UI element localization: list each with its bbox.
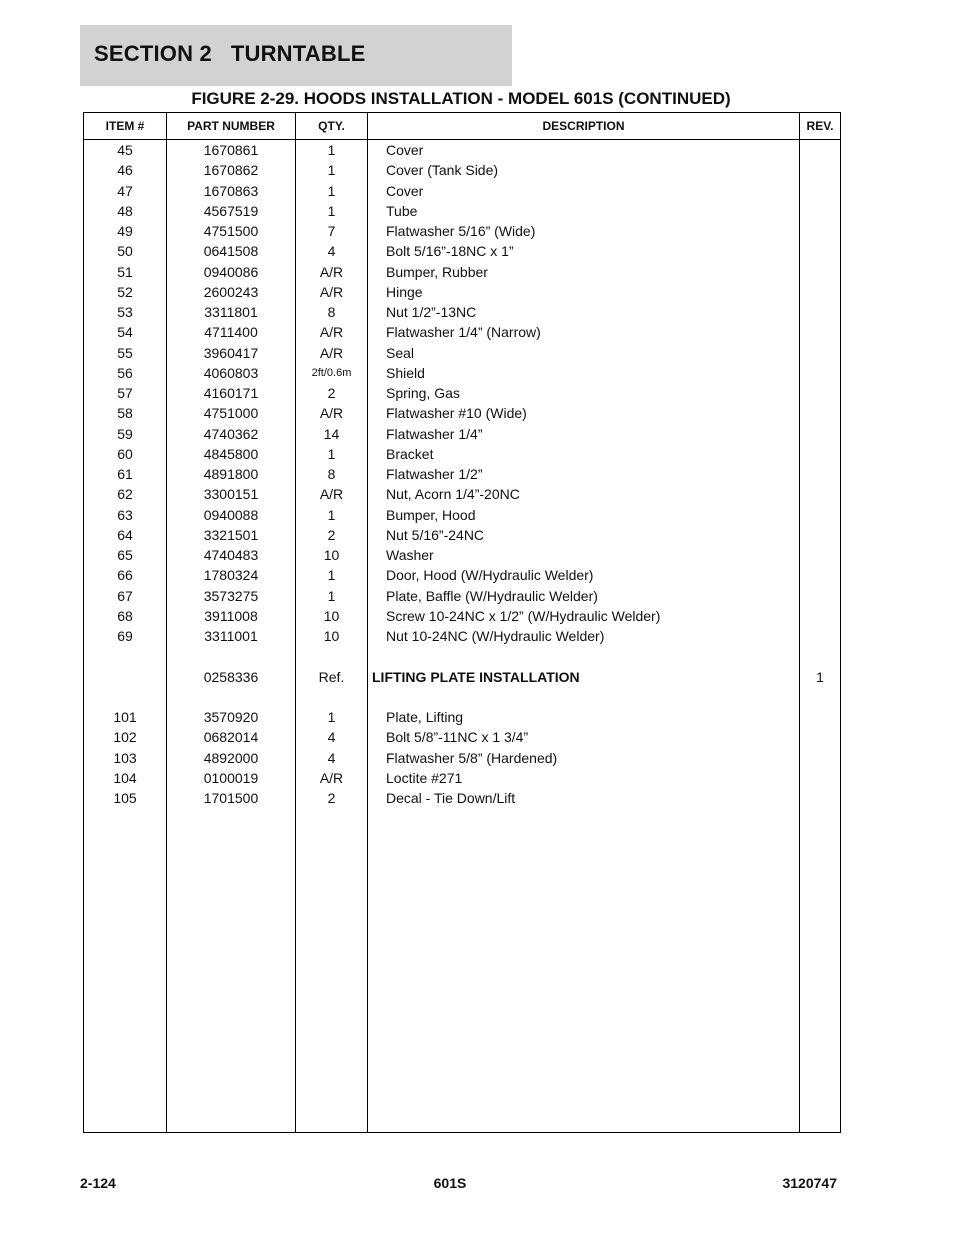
table-row (84, 383, 840, 403)
model-name: 601S (433, 1175, 467, 1191)
table-row (84, 444, 840, 464)
item-number: 48 (117, 202, 133, 219)
header-description: DESCRIPTION (542, 119, 625, 133)
description: Nut 1/2”-13NC (386, 304, 477, 320)
item-number: 103 (113, 749, 137, 766)
item-number: 65 (117, 547, 133, 563)
item-number: 62 (117, 486, 133, 503)
table-row (84, 727, 840, 747)
description: Nut 10-24NC (W/Hydraulic Welder) (386, 628, 605, 644)
part-number: 1670862 (203, 162, 259, 179)
description: Flatwasher 5/8” (Hardened) (386, 749, 558, 766)
section-title: SECTION 2 TURNTABLE (94, 41, 366, 66)
quantity: 2 (327, 526, 336, 543)
item-number: 104 (113, 769, 137, 786)
table-row (84, 646, 840, 666)
quantity: 1 (327, 567, 336, 584)
table-row (84, 302, 840, 322)
description: Bolt 5/16”-18NC x 1” (386, 243, 514, 260)
table-row (84, 403, 840, 423)
table-row (84, 262, 840, 282)
part-number: 3960417 (203, 344, 259, 361)
description: Flatwasher 5/16” (Wide) (386, 223, 536, 239)
page-number: 2-124 (80, 1175, 116, 1191)
item-number: 58 (117, 405, 133, 422)
part-number: 0682014 (203, 729, 259, 746)
header-item: ITEM # (105, 119, 145, 133)
item-number: 53 (117, 304, 133, 320)
part-number: 1701500 (203, 790, 259, 806)
description: Cover (386, 142, 424, 158)
part-number: 3570920 (203, 709, 259, 725)
part-number: 0641508 (203, 243, 259, 260)
quantity: 1 (327, 506, 336, 523)
item-number: 68 (117, 607, 133, 624)
quantity: A/R (319, 486, 344, 503)
part-number: 4060803 (203, 364, 259, 381)
parts-table (83, 112, 841, 1133)
description: Hinge (386, 283, 423, 300)
quantity: 2ft/0.6m (311, 366, 352, 379)
description: Flatwasher 1/4” (386, 425, 483, 442)
table-row (84, 424, 840, 444)
table-row (84, 221, 840, 241)
part-number: 4567519 (203, 202, 259, 219)
quantity: 8 (327, 304, 336, 320)
table-row (84, 565, 840, 585)
part-number: 2600243 (203, 283, 259, 300)
table-row (84, 748, 840, 768)
figure-title: FIGURE 2-29. HOODS INSTALLATION - MODEL 601S (CONTINUED) (191, 89, 731, 108)
quantity: 2 (327, 385, 336, 401)
part-number: 3911008 (204, 607, 258, 624)
quantity: 4 (327, 749, 336, 766)
quantity: A/R (319, 283, 344, 300)
part-number: 3321501 (203, 526, 259, 543)
table-row (84, 545, 840, 565)
description: Bracket (386, 445, 434, 462)
item-number: 102 (113, 729, 137, 746)
table-row (84, 525, 840, 545)
quantity: A/R (319, 344, 344, 361)
table-row (84, 626, 840, 646)
table-row (84, 586, 840, 606)
header-rev: REV. (806, 119, 834, 133)
section-banner (80, 25, 512, 86)
description: Bolt 5/8”-11NC x 1 3/4” (386, 729, 529, 746)
table-section-heading-row (84, 667, 840, 687)
quantity: A/R (319, 769, 344, 786)
quantity: 2 (327, 790, 336, 806)
quantity: 1 (327, 202, 336, 219)
item-number: 51 (117, 263, 133, 280)
description: Plate, Baffle (W/Hydraulic Welder) (386, 587, 598, 604)
description: Door, Hood (W/Hydraulic Welder) (386, 567, 594, 584)
item-number: 45 (117, 142, 133, 158)
table-row (84, 343, 840, 363)
description: Flatwasher 1/4” (Narrow) (386, 324, 541, 341)
item-number: 59 (117, 425, 133, 442)
item-number: 55 (117, 344, 133, 361)
table-row (84, 160, 840, 180)
description: Nut 5/16”-24NC (386, 526, 485, 543)
quantity: A/R (319, 263, 344, 280)
part-number: 4892000 (203, 749, 259, 766)
table-row (84, 464, 840, 484)
item-number: 46 (117, 162, 133, 179)
header-qty: QTY. (318, 119, 345, 133)
table-row (84, 363, 840, 383)
part-number: 4740483 (203, 547, 259, 563)
table-row (84, 687, 840, 707)
item-number: 60 (117, 445, 133, 462)
revision: 1 (816, 668, 824, 685)
part-number: 1670861 (203, 142, 259, 158)
item-number: 57 (117, 385, 133, 401)
quantity: 1 (327, 709, 336, 725)
table-row (84, 140, 840, 160)
description: Bumper, Hood (386, 506, 476, 523)
part-number: 4160171 (203, 385, 259, 401)
description: Shield (386, 364, 425, 381)
part-number: 4845800 (203, 445, 259, 462)
part-number: 3311001 (204, 628, 258, 644)
part-number: 0940086 (203, 263, 259, 280)
header-part-number: PART NUMBER (187, 119, 275, 133)
quantity: 1 (327, 162, 336, 179)
document-number: 3120747 (782, 1175, 837, 1191)
quantity: A/R (319, 324, 344, 341)
quantity: 1 (327, 445, 336, 462)
part-number: 4711400 (204, 324, 258, 341)
item-number: 66 (117, 567, 133, 584)
item-number: 52 (117, 283, 133, 300)
table-row (84, 282, 840, 302)
item-number: 64 (117, 526, 133, 543)
quantity: 1 (327, 182, 336, 199)
table-row (84, 322, 840, 342)
table-row (84, 241, 840, 261)
table-row (84, 788, 840, 808)
description: Nut, Acorn 1/4”-20NC (386, 486, 520, 503)
description: LIFTING PLATE INSTALLATION (372, 668, 580, 685)
item-number: 50 (117, 243, 133, 260)
table-row (84, 768, 840, 788)
quantity: 10 (323, 547, 340, 563)
item-number: 56 (117, 364, 133, 381)
part-number: 3300151 (203, 486, 259, 503)
description: Screw 10-24NC x 1/2” (W/Hydraulic Welder) (386, 607, 661, 624)
item-number: 69 (117, 628, 133, 644)
quantity: 4 (327, 243, 336, 260)
part-number: 3311801 (204, 304, 258, 320)
quantity: 8 (327, 466, 336, 482)
part-number: 4751000 (203, 405, 259, 422)
part-number: 4740362 (203, 425, 259, 442)
table-row (84, 181, 840, 201)
table-row (84, 484, 840, 504)
description: Cover (386, 182, 424, 199)
part-number: 4751500 (203, 223, 259, 239)
description: Bumper, Rubber (386, 263, 488, 280)
part-number: 0940088 (203, 506, 259, 523)
quantity: 10 (323, 628, 340, 644)
quantity: 14 (323, 425, 340, 442)
quantity: 1 (327, 142, 336, 158)
item-number: 101 (113, 709, 137, 725)
quantity: 1 (327, 587, 336, 604)
description: Decal - Tie Down/Lift (386, 790, 516, 806)
description: Plate, Lifting (386, 709, 464, 725)
table-row (84, 707, 840, 727)
table-row (84, 201, 840, 221)
part-number: 0258336 (203, 668, 259, 685)
item-number: 49 (117, 223, 133, 239)
table-row (84, 606, 840, 626)
item-number: 63 (117, 506, 133, 523)
quantity: 4 (327, 729, 336, 746)
part-number: 3573275 (203, 587, 259, 604)
item-number: 67 (117, 587, 133, 604)
part-number: 0100019 (203, 769, 259, 786)
item-number: 54 (117, 324, 133, 341)
quantity: 10 (323, 607, 340, 624)
quantity: Ref. (318, 668, 345, 685)
item-number: 105 (113, 790, 137, 806)
item-number: 61 (117, 466, 133, 482)
description: Washer (386, 547, 434, 563)
part-number: 4891800 (203, 466, 259, 482)
description: Seal (386, 344, 415, 361)
item-number: 47 (117, 182, 133, 199)
description: Cover (Tank Side) (386, 162, 499, 179)
description: Flatwasher #10 (Wide) (386, 405, 527, 422)
part-number: 1670863 (203, 182, 259, 199)
part-number: 1780324 (203, 567, 259, 584)
description: Loctite #271 (386, 769, 463, 786)
description: Tube (386, 202, 418, 219)
quantity: 7 (327, 223, 336, 239)
table-row (84, 505, 840, 525)
quantity: A/R (319, 405, 344, 422)
description: Spring, Gas (386, 385, 460, 401)
description: Flatwasher 1/2” (386, 466, 483, 482)
